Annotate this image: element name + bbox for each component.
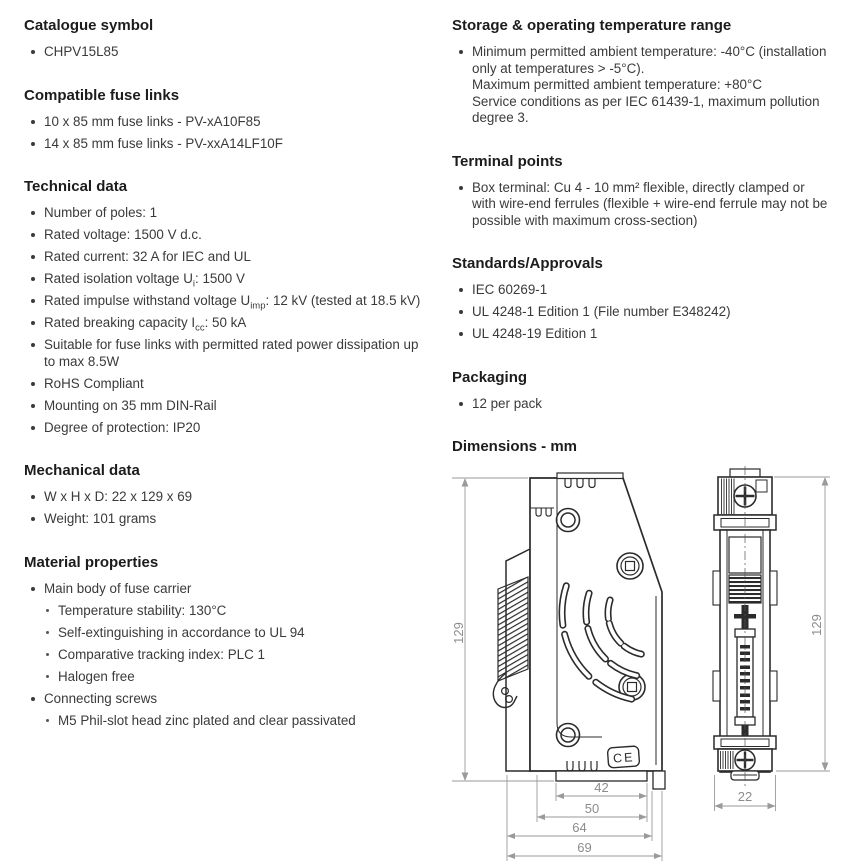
list-item — [24, 511, 446, 528]
ce-mark-label: CE — [612, 750, 635, 766]
list-item — [24, 603, 446, 620]
bullet-icon — [31, 426, 35, 430]
list-item-text: Box terminal: Cu 4 - 10 mm² flexible, directly clamped or with wire-end ferrules (flexible + wire-end ferrule may not be possible with maximum cross-section) — [472, 179, 828, 228]
section-title: Compatible fuse links — [24, 86, 180, 104]
dimension-label: 50 — [584, 801, 600, 816]
list-item — [452, 282, 856, 299]
dimension-label: 69 — [577, 840, 592, 855]
section — [24, 17, 446, 61]
list-item — [24, 271, 446, 288]
section — [452, 255, 856, 343]
bullet-icon — [31, 299, 35, 303]
bullet-list — [24, 205, 446, 436]
section-title: Standards/Approvals — [452, 255, 603, 272]
section-title: Storage & operating temperature range — [452, 17, 732, 34]
section — [452, 17, 856, 127]
dimension-label: 42 — [594, 780, 609, 795]
dimension-label: 64 — [572, 820, 587, 835]
section-title: Material properties — [24, 553, 159, 571]
bullet-icon — [31, 120, 35, 124]
list-item — [24, 293, 446, 310]
bullet-icon — [459, 288, 463, 292]
bullet-icon — [31, 50, 35, 54]
bullet-icon — [31, 211, 35, 215]
list-item — [24, 44, 446, 61]
list-item — [24, 647, 446, 664]
list-item — [452, 396, 856, 413]
bullet-list — [24, 114, 446, 153]
list-item-text: Rated isolation voltage $U_i$: 1500 V — [44, 271, 245, 290]
bullet-icon — [46, 609, 49, 612]
list-item — [24, 489, 446, 506]
list-item — [24, 420, 446, 437]
section-title: Catalogue symbol — [24, 17, 154, 34]
bullet-icon — [31, 517, 35, 521]
list-item — [24, 337, 446, 370]
list-item — [24, 581, 446, 598]
list-item-text: Rated breaking capacity $I_{cc}$: 50 kA — [44, 315, 247, 334]
section-title: Dimensions - mm — [452, 438, 578, 455]
bullet-icon — [46, 719, 49, 722]
list-item-text: UL 4248-1 Edition 1 (File number E348242) — [472, 304, 731, 319]
bullet-icon — [31, 697, 35, 701]
list-item-text: Temperature stability: 130°C — [58, 602, 227, 618]
section-title: Technical data — [24, 178, 128, 195]
list-item — [24, 114, 446, 131]
bullet-icon — [31, 233, 35, 237]
list-item — [24, 669, 446, 686]
list-item — [24, 398, 446, 415]
list-item — [24, 625, 446, 642]
list-item-text: Rated voltage: 1500 V d.c. — [44, 227, 202, 242]
bullet-icon — [31, 321, 35, 325]
dimension-label: 129 — [451, 622, 466, 644]
section — [24, 87, 446, 153]
bullet-icon — [31, 587, 35, 591]
bullet-icon — [31, 142, 35, 146]
list-item-text: Rated impulse withstand voltage $U_{imp}$: 12 kV (tested at 18.5 kV) — [44, 293, 421, 312]
list-item-text: IEC 60269-1 — [472, 282, 548, 297]
bullet-icon — [46, 631, 49, 634]
bullet-list — [452, 44, 856, 127]
list-item — [452, 304, 856, 321]
list-item-text: Mounting on 35 mm DIN-Rail — [44, 397, 217, 413]
list-item — [24, 713, 446, 730]
list-item — [24, 205, 446, 222]
dimension-label: 22 — [737, 789, 753, 804]
list-item-text: 12 per pack — [472, 395, 542, 411]
list-item-text: Comparative tracking index: PLC 1 — [58, 646, 265, 662]
list-item — [24, 227, 446, 244]
dimensions-drawing — [450, 465, 860, 865]
left-sections — [24, 17, 446, 729]
list-item-text: UL 4248-19 Edition 1 — [472, 326, 598, 341]
list-item — [24, 315, 446, 332]
list-item-text: Connecting screws — [44, 690, 158, 706]
section — [452, 369, 856, 413]
section — [24, 178, 446, 436]
list-item — [452, 44, 856, 127]
list-item-text: 14 x 85 mm fuse links - PV-xxA14LF10F — [44, 135, 283, 151]
bullet-icon — [31, 495, 35, 499]
bullet-icon — [31, 382, 35, 386]
bullet-list — [452, 396, 856, 413]
bullet-icon — [31, 404, 35, 408]
list-item-text: 10 x 85 mm fuse links - PV-xA10F85 — [44, 113, 261, 129]
section-title: Terminal points — [452, 152, 563, 170]
bullet-list — [452, 180, 856, 230]
right-column — [452, 10, 856, 865]
list-item-text: RoHS Compliant — [44, 375, 144, 391]
section-title: Packaging — [452, 368, 528, 386]
right-sections — [452, 17, 856, 412]
list-item-text: Halogen free — [58, 668, 135, 684]
list-item — [24, 376, 446, 393]
bullet-icon — [31, 277, 35, 281]
list-item — [24, 249, 446, 266]
bullet-icon — [46, 675, 49, 678]
list-item — [452, 326, 856, 343]
list-item-text: Minimum permitted ambient temperature: -40°C (installation only at temperatures > -5°C). Maximum permitted ambient temperature: +80°C Service conditions as per IEC 61439-1, maximum pollution degree 3. — [472, 44, 827, 125]
section — [24, 462, 446, 528]
list-item-text: Rated current: 32 A for IEC and UL — [44, 249, 251, 264]
list-item-text: Number of poles: 1 — [44, 205, 158, 220]
section — [24, 554, 446, 730]
bullet-icon — [46, 653, 49, 656]
section-title: Mechanical data — [24, 462, 140, 479]
list-item-text: CHPV15L85 — [44, 44, 119, 59]
bullet-list — [24, 44, 446, 61]
bullet-icon — [459, 186, 463, 190]
left-column — [24, 10, 446, 735]
section-dimensions — [452, 438, 856, 865]
list-item — [452, 180, 856, 230]
bullet-icon — [459, 310, 463, 314]
bullet-icon — [31, 255, 35, 259]
list-item-text: Weight: 101 grams — [44, 511, 157, 526]
bullet-icon — [31, 343, 35, 347]
dimension-label: 129 — [809, 614, 824, 636]
section — [452, 153, 856, 230]
bullet-list — [24, 581, 446, 730]
list-item — [24, 691, 446, 708]
front-view-drawing — [713, 466, 777, 786]
bullet-list — [452, 282, 856, 343]
list-item-text: Self-extinguishing in accordance to UL 94 — [58, 624, 305, 640]
list-item-text: Main body of fuse carrier — [44, 580, 192, 596]
side-view-drawing — [493, 473, 665, 789]
list-item-text: W x H x D: 22 x 129 x 69 — [44, 489, 193, 504]
list-item-text: Suitable for fuse links with permitted rated power dissipation up to max 8.5W — [44, 337, 419, 369]
bullet-icon — [459, 50, 463, 54]
list-item-text: M5 Phil-slot head zinc plated and clear passivated — [58, 712, 356, 728]
list-item — [24, 136, 446, 153]
bullet-icon — [459, 402, 463, 406]
bullet-icon — [459, 332, 463, 336]
bullet-list — [24, 489, 446, 528]
list-item-text: Degree of protection: IP20 — [44, 419, 201, 435]
